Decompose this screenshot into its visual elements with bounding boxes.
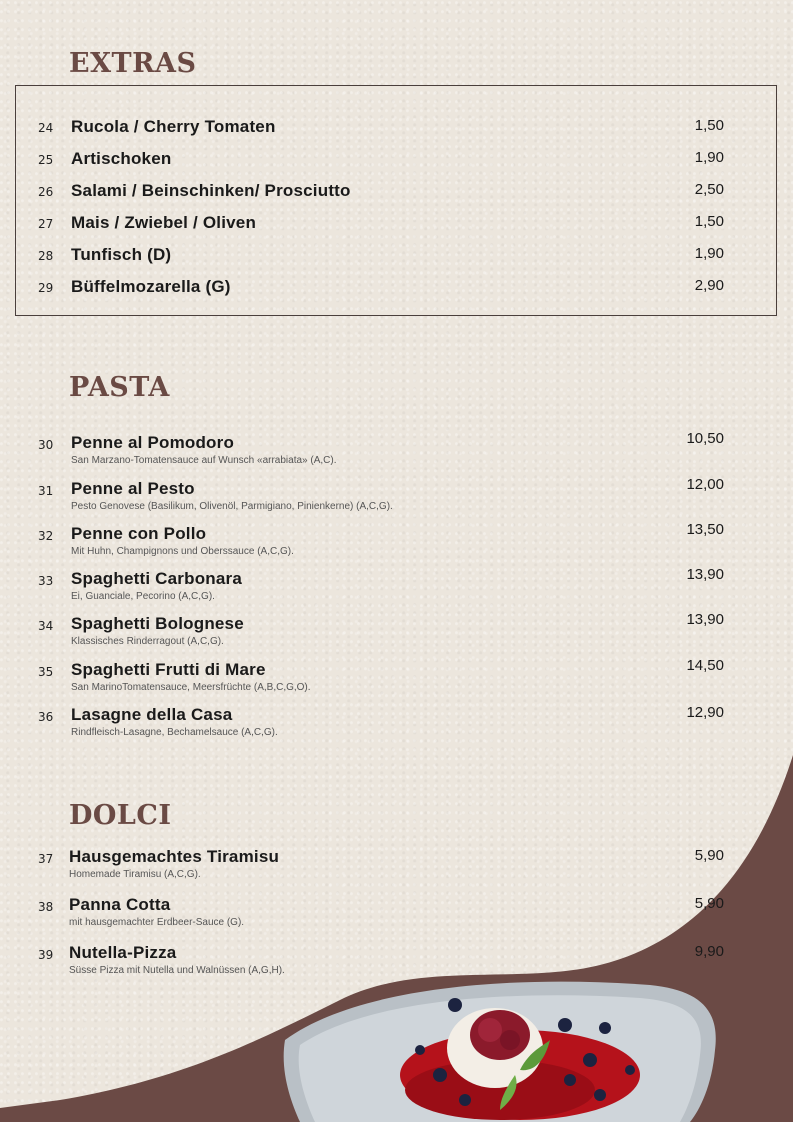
item-price: 12,00 (686, 476, 724, 493)
extras-title: EXTRAS (69, 48, 197, 79)
item-description: Mit Huhn, Champignons und Oberssauce (A,C,G). (71, 546, 294, 557)
item-description: San Marzano-Tomatensauce auf Wunsch «arrabiata» (A,C). (71, 455, 337, 466)
menu-item-39 (0, 943, 793, 975)
item-name: Spaghetti Bolognese (71, 614, 244, 633)
item-price: 9,90 (694, 943, 724, 960)
dolci-title: DOLCI (69, 800, 172, 831)
item-number: 30 (38, 438, 54, 452)
item-name: Büffelmozarella (G) (71, 277, 231, 296)
item-number: 33 (38, 574, 54, 588)
menu-item-36 (0, 705, 793, 737)
item-price: 1,90 (694, 149, 724, 166)
item-name: Spaghetti Carbonara (71, 569, 242, 588)
menu-item-32 (0, 521, 793, 557)
item-number: 35 (38, 665, 54, 679)
item-price: 1,50 (694, 213, 724, 230)
item-price: 13,90 (686, 611, 724, 628)
item-number: 27 (38, 217, 54, 231)
menu-item-24 (0, 117, 793, 149)
item-description: Klassisches Rinderragout (A,C,G). (71, 636, 224, 647)
menu-item-25 (0, 149, 793, 181)
item-name: Artischoken (71, 149, 172, 168)
item-number: 37 (38, 852, 54, 866)
item-number: 25 (38, 153, 54, 167)
item-description: Pesto Genovese (Basilikum, Olivenöl, Parmigiano, Pinienkerne) (A,C,G). (71, 501, 393, 512)
item-name: Hausgemachtes Tiramisu (69, 847, 280, 866)
item-name: Lasagne della Casa (71, 705, 233, 724)
item-price: 14,50 (686, 657, 724, 674)
menu-item-28 (0, 245, 793, 277)
item-name: Penne al Pesto (71, 479, 195, 498)
item-number: 36 (38, 710, 54, 724)
item-price: 1,50 (694, 117, 724, 134)
item-number: 32 (38, 529, 54, 543)
menu-item-38 (0, 895, 793, 927)
item-name: Spaghetti Frutti di Mare (71, 660, 266, 679)
item-name: Tunfisch (D) (71, 245, 172, 264)
item-description: Rindfleisch-Lasagne, Bechamelsauce (A,C,G). (71, 727, 278, 738)
item-price: 2,50 (694, 181, 724, 198)
item-number: 24 (38, 121, 54, 135)
item-price: 12,90 (686, 704, 724, 721)
menu-item-27 (0, 213, 793, 245)
menu-item-35 (0, 657, 793, 693)
item-price: 13,90 (686, 566, 724, 583)
menu-item-34 (0, 611, 793, 647)
menu-item-37 (0, 847, 793, 879)
item-price: 5,90 (694, 847, 724, 864)
item-number: 29 (38, 281, 54, 295)
item-name: Rucola / Cherry Tomaten (71, 117, 276, 136)
menu-item-30 (0, 430, 793, 466)
item-name: Penne al Pomodoro (71, 433, 235, 452)
item-number: 28 (38, 249, 54, 263)
item-description: Süsse Pizza mit Nutella und Walnüssen (A,G,H). (69, 965, 285, 976)
item-number: 26 (38, 185, 54, 199)
item-price: 5,90 (694, 895, 724, 912)
item-description: Ei, Guanciale, Pecorino (A,C,G). (71, 591, 215, 602)
item-number: 38 (38, 900, 54, 914)
item-number: 34 (38, 619, 54, 633)
item-number: 31 (38, 484, 54, 498)
item-name: Nutella-Pizza (69, 943, 177, 962)
item-price: 13,50 (686, 521, 724, 538)
item-description: Homemade Tiramisu (A,C,G). (69, 869, 201, 880)
menu-item-31 (0, 476, 793, 512)
item-price: 1,90 (694, 245, 724, 262)
item-name: Salami / Beinschinken/ Prosciutto (71, 181, 351, 200)
item-price: 10,50 (686, 430, 724, 447)
item-description: San MarinoTomatensauce, Meersfrüchte (A,B,C,G,O). (71, 682, 311, 693)
menu-item-33 (0, 566, 793, 602)
menu-item-26 (0, 181, 793, 213)
item-number: 39 (38, 948, 54, 962)
item-name: Mais / Zwiebel / Oliven (71, 213, 257, 232)
item-price: 2,90 (694, 277, 724, 294)
item-name: Panna Cotta (69, 895, 171, 914)
item-description: mit hausgemachter Erdbeer-Sauce (G). (69, 917, 245, 928)
menu-item-29 (0, 277, 793, 309)
item-name: Penne con Pollo (71, 524, 207, 543)
pasta-title: PASTA (69, 372, 170, 403)
